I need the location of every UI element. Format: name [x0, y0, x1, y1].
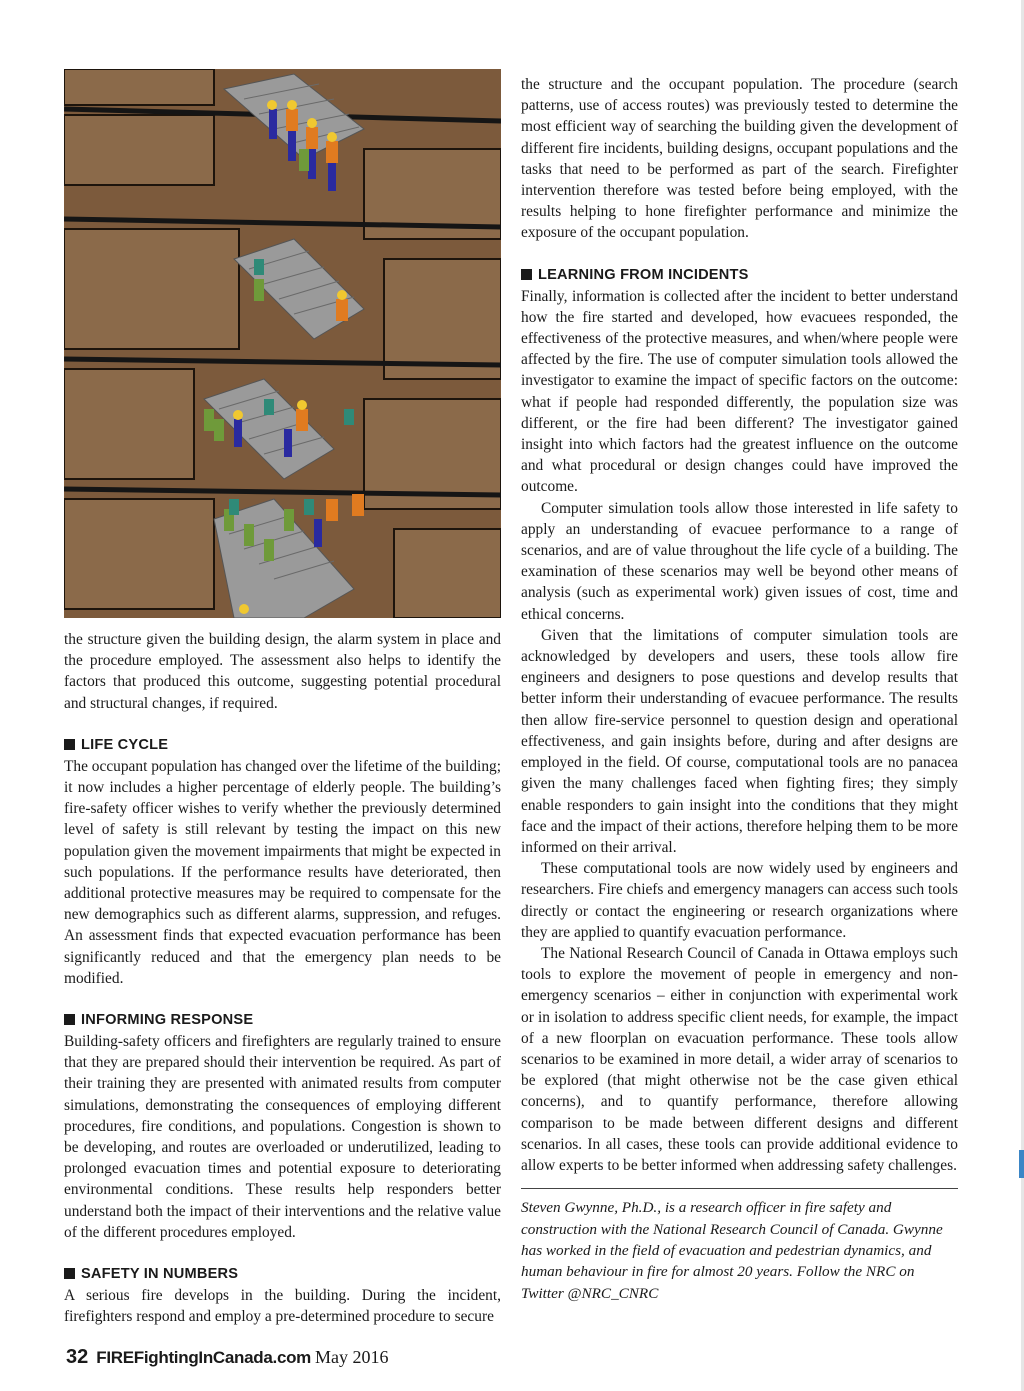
informing-response-heading: INFORMING RESPONSE — [64, 1010, 501, 1031]
square-bullet-icon — [521, 269, 532, 280]
publication-site: FIREFightingInCanada.com — [96, 1348, 311, 1367]
issue-date: May 2016 — [315, 1347, 389, 1367]
square-bullet-icon — [64, 1268, 75, 1279]
page-edge-tab — [1019, 1150, 1024, 1178]
page-number: 32 — [66, 1346, 89, 1368]
left-column — [64, 629, 501, 1327]
author-bio: Steven Gwynne, Ph.D., is a research officer in fire safety and construction with the National Research Council of Canada. Gwynne has worked in the field of evacuation and pedestrian dynamics, and human behaviour in fire for almost 20 years. Follow the NRC on Twitter @NRC_CNRC — [521, 1199, 943, 1302]
learning-paragraph-5: The National Research Council of Canada in Ottawa employs such tools to explore the movement of people in emergency and non-emergency scenarios – either in conjunction with experimental work or in isolation to address specific client needs, for example, the impact of a new floorplan on evacuation performance. These tools allow scenarios to be examined in more detail, a wider array of scenarios to be explored (that might otherwise not be the case given ethical concerns), and to quantify performance, therefore allowing comparison to be made between different designs and different scenarios. In all cases, these tools can provide additional evidence to allow experts to be better informed when addressing safety challenges. — [521, 944, 958, 1174]
life-cycle-paragraph: The occupant population has changed over the lifetime of the building; it now includes a higher percentage of elderly people. The building’s fire-safety officer wishes to verify whether the previously determined level of safety is still relevant by testing the impact on this new population given the movement impairments that might be expected in such populations. If the performance results have deteriorated, then additional protective measures may be required to compensate for the new demographics such as different alarms, suppression, and refuges. An assessment finds that expected evacuation performance has been significantly reduced and that the emergency plan needs to be modified. — [64, 757, 501, 987]
learning-paragraph-4: These computational tools are now widely used by engineers and researchers. Fire chiefs and emergency managers can access such tools directly or contact the engineering or research organizations where they are applied to quantify evacuation performance. — [521, 860, 958, 941]
square-bullet-icon — [64, 1014, 75, 1025]
bio-divider — [521, 1188, 958, 1189]
learning-paragraph-3: Given that the limitations of computer simulation tools are acknowledged by developers and users, these tools allow fire engineers and designers to pose questions and develop results that better inform their understanding of evacuee performance. The results then allow fire-service personnel to question design and operational effectiveness, and gain insights before, during and after designs are employed in the field. Of course, computational tools are no panacea given the many challenges faced when fighting fires; they simply enable responders to gain insight into the conditions that they might face and the impact of their actions, therefore helping them to be more informed on their arrival. — [521, 626, 958, 856]
life-cycle-heading: LIFE CYCLE — [64, 735, 501, 756]
square-bullet-icon — [64, 739, 75, 750]
right-column — [521, 74, 958, 1304]
safety-in-numbers-paragraph: A serious fire develops in the building. During the incident, firefighters respond and employ a pre-determined procedure to secure — [64, 1287, 501, 1326]
left-intro-paragraph: the structure given the building design, the alarm system in place and the procedure employed. The assessment also helps to identify the factors that produced this outcome, suggesting potential procedural and structural changes, if required. — [64, 631, 501, 712]
page-footer — [66, 1346, 389, 1369]
safety-in-numbers-heading: SAFETY IN NUMBERS — [64, 1264, 501, 1285]
learning-from-incidents-heading: LEARNING FROM INCIDENTS — [521, 265, 958, 286]
simulation-figure — [64, 69, 501, 618]
learning-paragraph-2: Computer simulation tools allow those interested in life safety to apply an understanding of evacuee performance to a range of scenarios, and are of value throughout the life cycle of a building. The examination of these scenarios may well be beyond other means of analysis (such as experimental work) given issues of cost, time and ethical concerns. — [521, 499, 958, 623]
right-intro-paragraph: the structure and the occupant population. The procedure (search patterns, use of access routes) was previously tested to determine the most efficient way of searching the building given the development of different fire incidents, building designs, occupant populations and the tasks that need to be performed as part of the search. Firefighter intervention therefore was tested before being employed, with the results helping to hone firefighter performance and minimize the exposure of the occupant population. — [521, 76, 958, 242]
learning-paragraph-1: Finally, information is collected after the incident to better understand how the fire started and developed, how evacuees responded, the effectiveness of the protective measures, and when/where people were affected by the fire. The use of computer simulation tools allowed the investigator to examine the impact of specific factors on the outcome: what if people had responded differently, the population size was different, or the fire had been different? The investigator gained insight into which factors had the greatest influence on the outcome and what procedural or design changes could have improved the outcome. — [521, 287, 958, 496]
informing-response-paragraph: Building-safety officers and firefighters are regularly trained to ensure that they are prepared should their intervention be required. As part of their training they are presented with animated results from computer simulations, demonstrating the consequences of employing different procedures, fire conditions, and populations. Congestion is shown to be developing, and routes are overloaded or underutilized, leading to prolonged evacuation times and potential exposure to deteriorating environmental conditions. These results help responders better understand both the impact of their interventions and the relative value of the different procedures employed. — [64, 1033, 501, 1241]
